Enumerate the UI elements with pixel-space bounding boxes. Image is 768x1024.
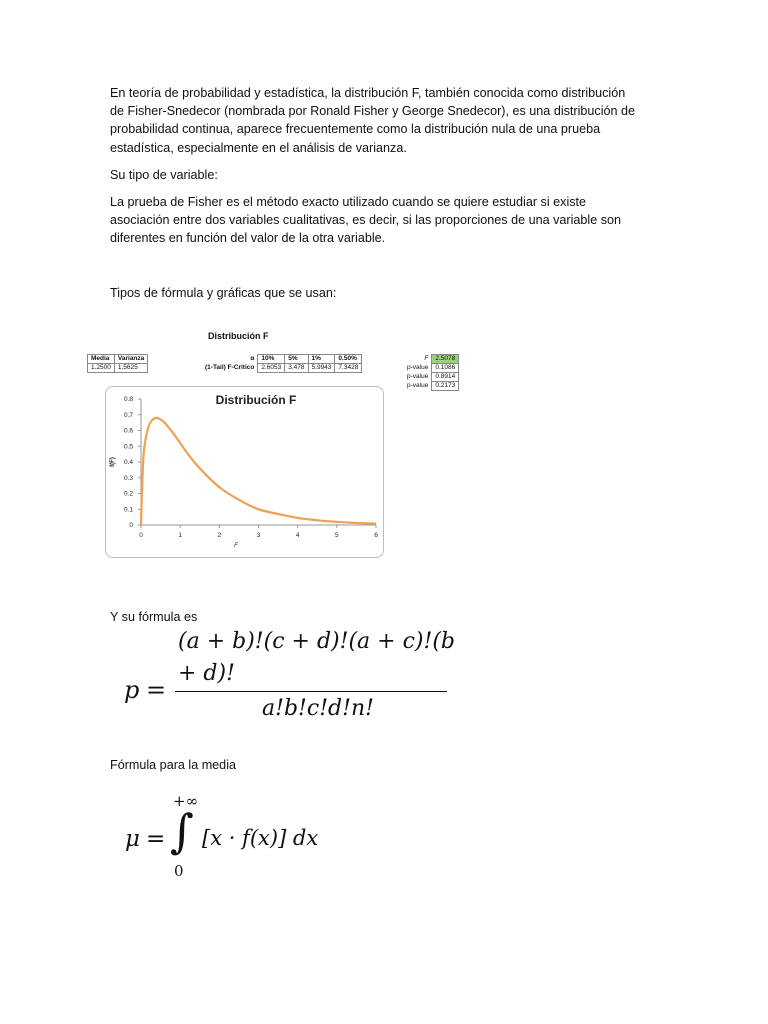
- formula-numerator-line1: (a + b)!(c + d)!(a + c)!(b: [178, 629, 455, 654]
- intro-line: estadística, especialmente en el análisis de varianza.: [110, 140, 407, 155]
- x-tick-label: 6: [374, 532, 378, 539]
- f-distribution-chart: [105, 386, 384, 558]
- f-value: 2.5078: [432, 355, 459, 364]
- y-tick-label: 0.8: [123, 396, 133, 403]
- alpha-1: 1%: [308, 355, 335, 364]
- formula-heading: Y su fórmula es: [110, 610, 198, 624]
- formula-numerator-line2: + d)!: [178, 661, 235, 686]
- mean-lhs: μ: [125, 826, 140, 852]
- x-tick-label: 2: [217, 532, 222, 539]
- stats-value-mean: 1.2500: [88, 364, 115, 373]
- critical-5: 3.478: [285, 364, 308, 373]
- x-tick-label: 1: [178, 532, 182, 539]
- pvalue-label: p-value: [407, 373, 429, 380]
- stats-header-mean: Media: [88, 355, 115, 364]
- x-tick-label: 3: [256, 532, 261, 539]
- intro-line: En teoría de probabilidad y estadística, la distribución F, también conocida como distribución: [110, 86, 626, 100]
- intro-line: probabilidad continua, aparece frecuentemente como la distribución nula de una prueba: [110, 122, 601, 137]
- critical-1: 5.9943: [308, 364, 335, 373]
- variable-line: asociación entre dos variables cualitativas, es decir, si las proporciones de una variable son: [110, 213, 622, 228]
- mean-eq: =: [146, 826, 166, 852]
- mean-heading: Fórmula para la media: [110, 758, 236, 772]
- density-curve: [141, 418, 376, 525]
- formula-denominator: a!b!c!d!n!: [262, 696, 374, 721]
- intro-paragraph: [110, 84, 650, 157]
- x-tick-label: 4: [295, 532, 300, 539]
- critical-10: 2.6053: [258, 364, 285, 373]
- x-tick-label: 5: [335, 532, 339, 539]
- pvalue-table: [404, 354, 459, 391]
- mean-lower-limit: 0: [174, 862, 184, 880]
- variable-line: La prueba de Fisher es el método exacto utilizado cuando se quiere estudiar si existe: [110, 195, 587, 209]
- y-axis-label: f(F): [110, 457, 116, 467]
- fraction-bar: [175, 691, 447, 692]
- variable-line: diferentes en función del valor de la otra variable.: [110, 231, 386, 246]
- y-tick-label: 0.6: [123, 427, 133, 435]
- pvalue-label: p-value: [407, 382, 429, 389]
- types-heading: Tipos de fórmula y gráficas que se usan:: [110, 286, 337, 300]
- y-tick-label: 0.5: [123, 443, 133, 451]
- chart-title: Distribución F: [215, 393, 297, 407]
- pvalue-label: p-value: [407, 364, 429, 371]
- f-label: F: [424, 355, 429, 362]
- integral-sign: ∫: [170, 804, 194, 858]
- chart-svg: [106, 387, 383, 557]
- pvalue-value: 0.2173: [432, 382, 459, 391]
- variable-paragraph: [110, 193, 650, 248]
- y-tick-label: 0.2: [123, 490, 133, 498]
- mean-integrand: [x · f(x)] dx: [202, 826, 319, 850]
- stats-header-variance: Varianza: [114, 355, 147, 364]
- x-axis-label: F: [234, 543, 238, 549]
- intro-line: de Fisher-Snedecor (nombrada por Ronald Fisher y George Snedecor), es una distribución de: [110, 104, 636, 119]
- variable-heading: Su tipo de variable:: [110, 168, 218, 182]
- y-tick-label: 0: [129, 522, 133, 529]
- pvalue-value: 0.8914: [432, 373, 459, 382]
- mean-upper-limit: +∞: [173, 792, 199, 810]
- stats-table: [87, 354, 148, 373]
- stats-value-variance: 1.5625: [114, 364, 147, 373]
- critical-label: (1-Tail) F-Crítico: [205, 364, 255, 371]
- y-tick-label: 0.1: [123, 506, 133, 514]
- formula-lhs: p: [124, 676, 140, 704]
- alpha-table: [202, 354, 362, 373]
- alpha-10: 10%: [258, 355, 285, 364]
- figure-title: Distribución F: [208, 331, 269, 341]
- x-tick-label: 0: [139, 532, 143, 539]
- y-tick-label: 0.7: [123, 411, 133, 419]
- alpha-5: 5%: [285, 355, 308, 364]
- critical-050: 7.3428: [335, 364, 362, 373]
- formula-eq: =: [146, 676, 167, 704]
- y-tick-label: 0.4: [123, 459, 133, 466]
- y-tick-label: 0.3: [123, 474, 133, 482]
- alpha-050: 0.50%: [335, 355, 362, 364]
- alpha-label: α: [250, 355, 255, 362]
- pvalue-value: 0.1086: [432, 364, 459, 373]
